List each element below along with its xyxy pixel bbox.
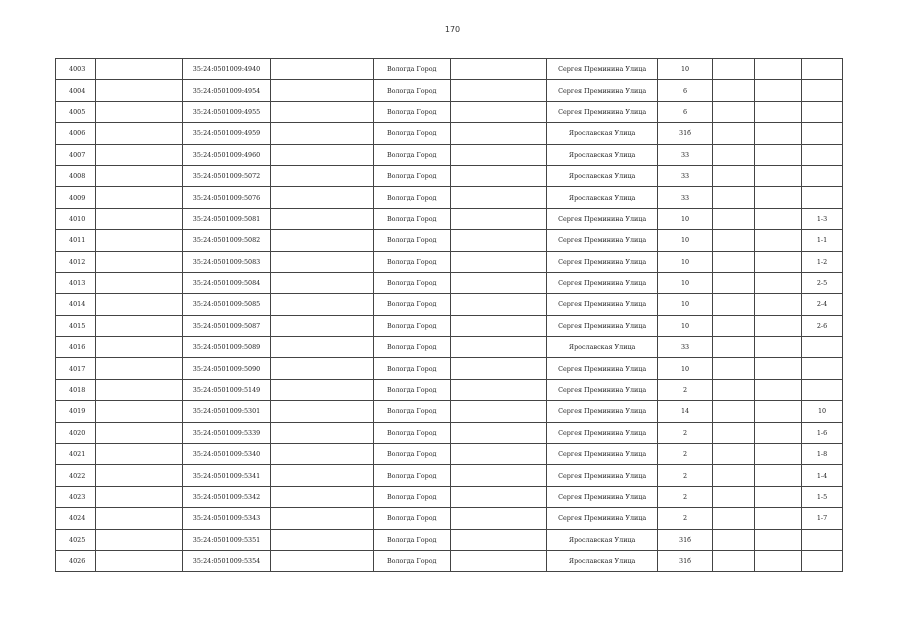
table-row: [56, 123, 843, 144]
cadastral-number-cell: 35:24:0501009:5354: [182, 550, 270, 571]
cadastral-number-cell: 35:24:0501009:5087: [182, 315, 270, 336]
house-number-cell: 2: [658, 465, 713, 486]
cadastral-number-cell: 35:24:0501009:5149: [182, 379, 270, 400]
street-cell: Сергея Преминина Улица: [547, 486, 658, 507]
empty-cell: [712, 550, 754, 571]
empty-cell: [271, 144, 374, 165]
empty-cell: [712, 208, 754, 229]
unit-number-cell: [802, 80, 843, 101]
cadastral-number-cell: 35:24:0501009:4960: [182, 144, 270, 165]
locality-cell: Вологда Город: [373, 272, 450, 293]
empty-cell: [271, 358, 374, 379]
table-row: [56, 230, 843, 251]
street-cell: Ярославская Улица: [547, 144, 658, 165]
row-number-cell: 4024: [56, 508, 96, 529]
table-row: [56, 550, 843, 571]
unit-number-cell: 1-1: [802, 230, 843, 251]
empty-cell: [754, 444, 801, 465]
empty-cell: [712, 422, 754, 443]
empty-cell: [712, 315, 754, 336]
cadastral-number-cell: 35:24:0501009:5090: [182, 358, 270, 379]
empty-cell: [271, 550, 374, 571]
house-number-cell: 10: [658, 358, 713, 379]
unit-number-cell: 2-4: [802, 294, 843, 315]
empty-cell: [754, 165, 801, 186]
locality-cell: Вологда Город: [373, 465, 450, 486]
locality-cell: Вологда Город: [373, 508, 450, 529]
street-cell: Сергея Преминина Улица: [547, 422, 658, 443]
empty-cell: [450, 401, 547, 422]
unit-number-cell: 1-4: [802, 465, 843, 486]
empty-cell: [95, 529, 182, 550]
cadastral-number-cell: 35:24:0501009:4959: [182, 123, 270, 144]
unit-number-cell: [802, 165, 843, 186]
street-cell: Ярославская Улица: [547, 187, 658, 208]
empty-cell: [754, 486, 801, 507]
empty-cell: [95, 550, 182, 571]
unit-number-cell: [802, 123, 843, 144]
empty-cell: [95, 444, 182, 465]
empty-cell: [754, 144, 801, 165]
empty-cell: [754, 101, 801, 122]
empty-cell: [712, 80, 754, 101]
unit-number-cell: 1-5: [802, 486, 843, 507]
empty-cell: [450, 294, 547, 315]
empty-cell: [271, 251, 374, 272]
cadastral-number-cell: 35:24:0501009:5085: [182, 294, 270, 315]
row-number-cell: 4008: [56, 165, 96, 186]
empty-cell: [712, 165, 754, 186]
locality-cell: Вологда Город: [373, 422, 450, 443]
empty-cell: [754, 251, 801, 272]
empty-cell: [450, 272, 547, 293]
street-cell: Сергея Преминина Улица: [547, 272, 658, 293]
table-row: [56, 444, 843, 465]
empty-cell: [271, 123, 374, 144]
locality-cell: Вологда Город: [373, 337, 450, 358]
house-number-cell: 10: [658, 315, 713, 336]
row-number-cell: 4022: [56, 465, 96, 486]
locality-cell: Вологда Город: [373, 529, 450, 550]
empty-cell: [95, 251, 182, 272]
cadastral-number-cell: 35:24:0501009:5081: [182, 208, 270, 229]
house-number-cell: 2: [658, 422, 713, 443]
cadastral-number-cell: 35:24:0501009:5076: [182, 187, 270, 208]
empty-cell: [712, 401, 754, 422]
empty-cell: [712, 187, 754, 208]
house-number-cell: 31б: [658, 123, 713, 144]
street-cell: Сергея Преминина Улица: [547, 208, 658, 229]
street-cell: Сергея Преминина Улица: [547, 508, 658, 529]
empty-cell: [95, 59, 182, 80]
empty-cell: [271, 294, 374, 315]
empty-cell: [712, 379, 754, 400]
street-cell: Сергея Преминина Улица: [547, 379, 658, 400]
empty-cell: [271, 379, 374, 400]
cadastral-number-cell: 35:24:0501009:4955: [182, 101, 270, 122]
empty-cell: [271, 101, 374, 122]
empty-cell: [450, 444, 547, 465]
street-cell: Ярославская Улица: [547, 123, 658, 144]
empty-cell: [450, 101, 547, 122]
empty-cell: [95, 358, 182, 379]
unit-number-cell: [802, 550, 843, 571]
table-row: [56, 379, 843, 400]
locality-cell: Вологда Город: [373, 123, 450, 144]
row-number-cell: 4003: [56, 59, 96, 80]
empty-cell: [95, 465, 182, 486]
empty-cell: [95, 272, 182, 293]
locality-cell: Вологда Город: [373, 550, 450, 571]
street-cell: Сергея Преминина Улица: [547, 444, 658, 465]
table-row: [56, 144, 843, 165]
locality-cell: Вологда Город: [373, 251, 450, 272]
empty-cell: [95, 80, 182, 101]
table-row: [56, 465, 843, 486]
empty-cell: [754, 230, 801, 251]
empty-cell: [712, 144, 754, 165]
table-row: [56, 508, 843, 529]
empty-cell: [712, 486, 754, 507]
row-number-cell: 4025: [56, 529, 96, 550]
street-cell: Сергея Преминина Улица: [547, 251, 658, 272]
table-row: [56, 208, 843, 229]
empty-cell: [712, 444, 754, 465]
empty-cell: [450, 508, 547, 529]
locality-cell: Вологда Город: [373, 401, 450, 422]
unit-number-cell: [802, 187, 843, 208]
house-number-cell: 10: [658, 251, 713, 272]
unit-number-cell: 1-6: [802, 422, 843, 443]
empty-cell: [95, 508, 182, 529]
empty-cell: [271, 444, 374, 465]
house-number-cell: 10: [658, 272, 713, 293]
row-number-cell: 4019: [56, 401, 96, 422]
empty-cell: [95, 337, 182, 358]
empty-cell: [271, 208, 374, 229]
empty-cell: [271, 59, 374, 80]
empty-cell: [95, 144, 182, 165]
row-number-cell: 4016: [56, 337, 96, 358]
empty-cell: [754, 379, 801, 400]
cadastral-number-cell: 35:24:0501009:5351: [182, 529, 270, 550]
empty-cell: [95, 486, 182, 507]
house-number-cell: 33: [658, 165, 713, 186]
empty-cell: [754, 208, 801, 229]
street-cell: Сергея Преминина Улица: [547, 358, 658, 379]
empty-cell: [450, 165, 547, 186]
empty-cell: [271, 272, 374, 293]
house-number-cell: 33: [658, 144, 713, 165]
empty-cell: [712, 337, 754, 358]
unit-number-cell: [802, 59, 843, 80]
cadastral-number-cell: 35:24:0501009:5082: [182, 230, 270, 251]
house-number-cell: 6: [658, 80, 713, 101]
table-row: [56, 59, 843, 80]
empty-cell: [712, 294, 754, 315]
house-number-cell: 33: [658, 337, 713, 358]
empty-cell: [450, 465, 547, 486]
empty-cell: [95, 401, 182, 422]
house-number-cell: 2: [658, 486, 713, 507]
empty-cell: [712, 123, 754, 144]
unit-number-cell: [802, 101, 843, 122]
empty-cell: [450, 550, 547, 571]
row-number-cell: 4020: [56, 422, 96, 443]
empty-cell: [450, 59, 547, 80]
empty-cell: [754, 59, 801, 80]
empty-cell: [271, 337, 374, 358]
empty-cell: [712, 272, 754, 293]
empty-cell: [754, 315, 801, 336]
cadastral-number-cell: 35:24:0501009:5301: [182, 401, 270, 422]
unit-number-cell: [802, 358, 843, 379]
empty-cell: [95, 208, 182, 229]
house-number-cell: 10: [658, 208, 713, 229]
cadastral-number-cell: 35:24:0501009:5339: [182, 422, 270, 443]
house-number-cell: 14: [658, 401, 713, 422]
empty-cell: [450, 379, 547, 400]
house-number-cell: 31б: [658, 550, 713, 571]
locality-cell: Вологда Город: [373, 379, 450, 400]
cadastral-number-cell: 35:24:0501009:5084: [182, 272, 270, 293]
locality-cell: Вологда Город: [373, 358, 450, 379]
street-cell: Ярославская Улица: [547, 165, 658, 186]
unit-number-cell: 10: [802, 401, 843, 422]
locality-cell: Вологда Город: [373, 187, 450, 208]
unit-number-cell: 2-5: [802, 272, 843, 293]
empty-cell: [450, 422, 547, 443]
row-number-cell: 4013: [56, 272, 96, 293]
cadastral-number-cell: 35:24:0501009:5089: [182, 337, 270, 358]
cadastral-number-cell: 35:24:0501009:5342: [182, 486, 270, 507]
locality-cell: Вологда Город: [373, 80, 450, 101]
table-row: [56, 529, 843, 550]
unit-number-cell: [802, 379, 843, 400]
house-number-cell: 6: [658, 101, 713, 122]
empty-cell: [271, 401, 374, 422]
empty-cell: [450, 358, 547, 379]
unit-number-cell: 1-2: [802, 251, 843, 272]
empty-cell: [754, 272, 801, 293]
empty-cell: [754, 80, 801, 101]
empty-cell: [95, 315, 182, 336]
empty-cell: [95, 230, 182, 251]
locality-cell: Вологда Город: [373, 444, 450, 465]
street-cell: Сергея Преминина Улица: [547, 101, 658, 122]
empty-cell: [712, 465, 754, 486]
row-number-cell: 4005: [56, 101, 96, 122]
house-number-cell: 2: [658, 508, 713, 529]
house-number-cell: 10: [658, 59, 713, 80]
table-row: [56, 80, 843, 101]
table-row: [56, 294, 843, 315]
locality-cell: Вологда Город: [373, 144, 450, 165]
cadastral-number-cell: 35:24:0501009:5083: [182, 251, 270, 272]
empty-cell: [450, 251, 547, 272]
empty-cell: [271, 187, 374, 208]
house-number-cell: 31б: [658, 529, 713, 550]
unit-number-cell: 1-8: [802, 444, 843, 465]
empty-cell: [450, 230, 547, 251]
empty-cell: [712, 59, 754, 80]
property-registry-table: [55, 58, 843, 572]
empty-cell: [95, 165, 182, 186]
table-row: [56, 101, 843, 122]
row-number-cell: 4026: [56, 550, 96, 571]
house-number-cell: 10: [658, 294, 713, 315]
empty-cell: [450, 123, 547, 144]
empty-cell: [450, 529, 547, 550]
empty-cell: [95, 379, 182, 400]
locality-cell: Вологда Город: [373, 165, 450, 186]
house-number-cell: 2: [658, 444, 713, 465]
empty-cell: [271, 422, 374, 443]
empty-cell: [450, 208, 547, 229]
unit-number-cell: [802, 529, 843, 550]
empty-cell: [95, 101, 182, 122]
empty-cell: [95, 187, 182, 208]
locality-cell: Вологда Город: [373, 208, 450, 229]
empty-cell: [450, 486, 547, 507]
table-body: [56, 59, 843, 572]
empty-cell: [95, 123, 182, 144]
house-number-cell: 33: [658, 187, 713, 208]
locality-cell: Вологда Город: [373, 230, 450, 251]
table-row: [56, 165, 843, 186]
row-number-cell: 4018: [56, 379, 96, 400]
cadastral-number-cell: 35:24:0501009:4954: [182, 80, 270, 101]
row-number-cell: 4004: [56, 80, 96, 101]
street-cell: Сергея Преминина Улица: [547, 80, 658, 101]
cadastral-number-cell: 35:24:0501009:5340: [182, 444, 270, 465]
row-number-cell: 4011: [56, 230, 96, 251]
street-cell: Сергея Преминина Улица: [547, 315, 658, 336]
empty-cell: [754, 422, 801, 443]
row-number-cell: 4009: [56, 187, 96, 208]
row-number-cell: 4015: [56, 315, 96, 336]
page-number: 170: [444, 25, 461, 34]
table-row: [56, 187, 843, 208]
row-number-cell: 4010: [56, 208, 96, 229]
street-cell: Сергея Преминина Улица: [547, 230, 658, 251]
empty-cell: [271, 508, 374, 529]
table-row: [56, 251, 843, 272]
empty-cell: [271, 165, 374, 186]
empty-cell: [712, 358, 754, 379]
table-row: [56, 358, 843, 379]
empty-cell: [271, 465, 374, 486]
empty-cell: [754, 465, 801, 486]
empty-cell: [754, 123, 801, 144]
empty-cell: [271, 529, 374, 550]
street-cell: Сергея Преминина Улица: [547, 59, 658, 80]
street-cell: Сергея Преминина Улица: [547, 401, 658, 422]
street-cell: Ярославская Улица: [547, 550, 658, 571]
empty-cell: [754, 337, 801, 358]
empty-cell: [754, 358, 801, 379]
locality-cell: Вологда Город: [373, 59, 450, 80]
empty-cell: [712, 230, 754, 251]
row-number-cell: 4012: [56, 251, 96, 272]
empty-cell: [450, 315, 547, 336]
street-cell: Сергея Преминина Улица: [547, 294, 658, 315]
cadastral-number-cell: 35:24:0501009:4940: [182, 59, 270, 80]
row-number-cell: 4007: [56, 144, 96, 165]
empty-cell: [712, 508, 754, 529]
street-cell: Сергея Преминина Улица: [547, 465, 658, 486]
row-number-cell: 4021: [56, 444, 96, 465]
empty-cell: [271, 315, 374, 336]
table-row: [56, 422, 843, 443]
table-row: [56, 486, 843, 507]
empty-cell: [95, 422, 182, 443]
house-number-cell: 2: [658, 379, 713, 400]
empty-cell: [712, 101, 754, 122]
empty-cell: [271, 80, 374, 101]
empty-cell: [754, 508, 801, 529]
unit-number-cell: 2-6: [802, 315, 843, 336]
empty-cell: [754, 401, 801, 422]
empty-cell: [95, 294, 182, 315]
unit-number-cell: 1-7: [802, 508, 843, 529]
street-cell: Ярославская Улица: [547, 529, 658, 550]
empty-cell: [271, 230, 374, 251]
row-number-cell: 4023: [56, 486, 96, 507]
empty-cell: [450, 144, 547, 165]
empty-cell: [271, 486, 374, 507]
cadastral-number-cell: 35:24:0501009:5072: [182, 165, 270, 186]
row-number-cell: 4006: [56, 123, 96, 144]
empty-cell: [450, 187, 547, 208]
cadastral-number-cell: 35:24:0501009:5343: [182, 508, 270, 529]
unit-number-cell: 1-3: [802, 208, 843, 229]
unit-number-cell: [802, 337, 843, 358]
locality-cell: Вологда Город: [373, 486, 450, 507]
locality-cell: Вологда Город: [373, 294, 450, 315]
empty-cell: [450, 80, 547, 101]
empty-cell: [712, 251, 754, 272]
empty-cell: [712, 529, 754, 550]
cadastral-number-cell: 35:24:0501009:5341: [182, 465, 270, 486]
table-row: [56, 337, 843, 358]
table-row: [56, 401, 843, 422]
row-number-cell: 4017: [56, 358, 96, 379]
empty-cell: [754, 550, 801, 571]
row-number-cell: 4014: [56, 294, 96, 315]
locality-cell: Вологда Город: [373, 101, 450, 122]
empty-cell: [754, 529, 801, 550]
table-row: [56, 315, 843, 336]
house-number-cell: 10: [658, 230, 713, 251]
unit-number-cell: [802, 144, 843, 165]
locality-cell: Вологда Город: [373, 315, 450, 336]
empty-cell: [450, 337, 547, 358]
empty-cell: [754, 294, 801, 315]
empty-cell: [754, 187, 801, 208]
street-cell: Ярославская Улица: [547, 337, 658, 358]
table-row: [56, 272, 843, 293]
